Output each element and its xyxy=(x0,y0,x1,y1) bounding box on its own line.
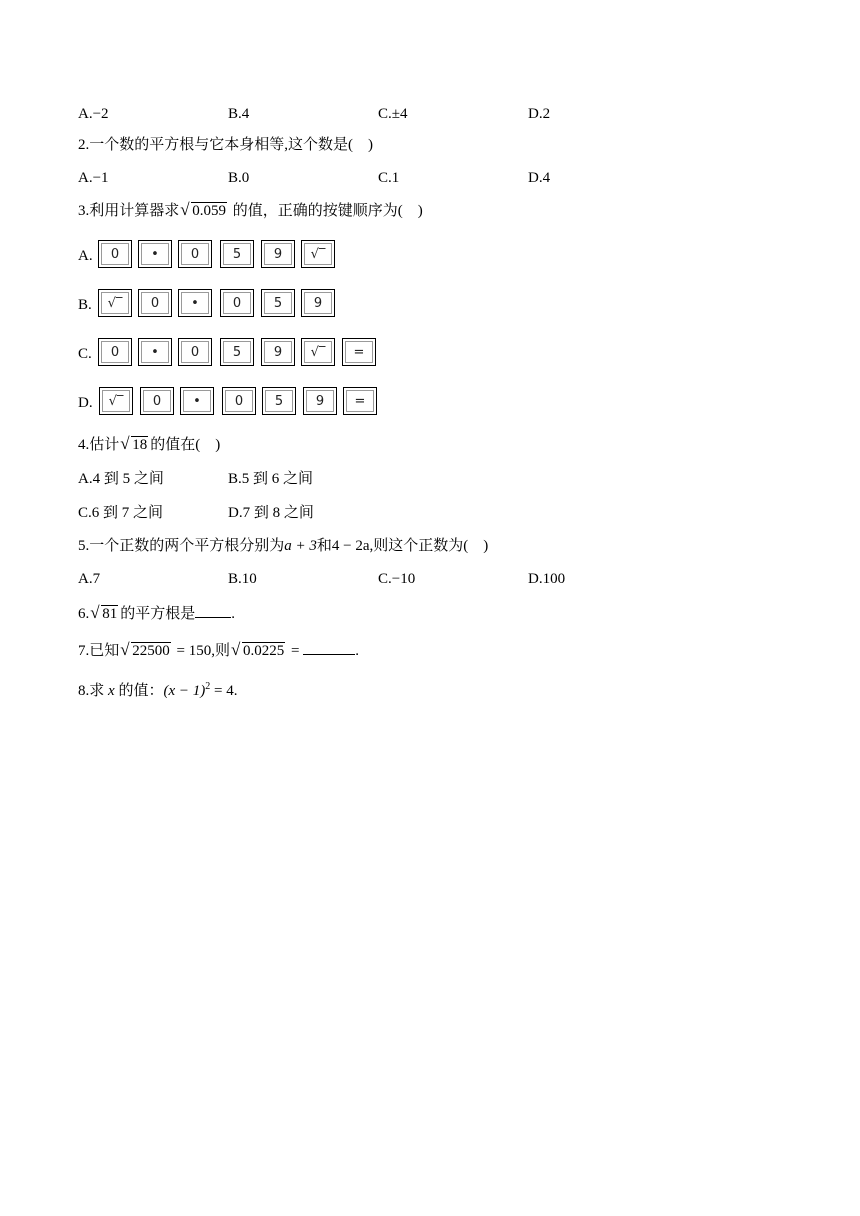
q7-eq2: = xyxy=(291,643,300,659)
q7-radicand2: 0.0225 xyxy=(243,643,285,659)
key-label: • xyxy=(141,243,169,265)
q3-row-label: D. xyxy=(78,395,93,411)
key-button xyxy=(301,338,335,366)
q4-option-a[interactable]: A.4 到 5 之间 xyxy=(78,471,164,487)
q5-stem-post: ,则这个正数为( ) xyxy=(369,538,489,554)
q8-eq: = 4. xyxy=(213,683,238,699)
key-label: • xyxy=(181,292,209,314)
sqrt-symbol xyxy=(121,434,148,456)
q6-stem-post: 的平方根是 xyxy=(120,606,196,622)
key-label: 5 xyxy=(223,243,251,265)
q1-option-b[interactable]: B.4 xyxy=(228,106,250,122)
key-label: 0 xyxy=(143,390,171,412)
key-button xyxy=(342,338,376,366)
key-label: 5 xyxy=(265,390,293,412)
q3-stem xyxy=(78,200,423,222)
key-label: √‾ xyxy=(304,243,332,265)
key-label: 9 xyxy=(264,341,292,363)
q3-radicand: 0.059 xyxy=(192,203,227,219)
key-label: √‾ xyxy=(102,390,130,412)
key-button xyxy=(220,338,254,366)
key-button xyxy=(180,387,214,415)
key-label: • xyxy=(141,341,169,363)
q5-option-b[interactable]: B.10 xyxy=(228,571,257,587)
key-label: 0 xyxy=(181,341,209,363)
q6-end: . xyxy=(231,606,236,622)
q1-option-c[interactable]: C.±4 xyxy=(378,106,408,122)
q7-end: . xyxy=(355,643,359,659)
q6-radicand: 81 xyxy=(102,606,118,622)
key-button xyxy=(262,387,296,415)
key-button xyxy=(138,240,172,268)
key-button xyxy=(220,289,254,317)
key-button xyxy=(261,338,295,366)
sqrt-symbol xyxy=(181,200,227,222)
answer-blank[interactable] xyxy=(303,640,355,655)
key-button xyxy=(140,387,174,415)
q5-expr1: a + 3 xyxy=(284,538,317,554)
key-button xyxy=(301,289,335,317)
q1-option-d[interactable]: D.2 xyxy=(528,106,551,122)
key-button xyxy=(220,240,254,268)
q7-eq1: = 150 xyxy=(176,643,212,659)
key-button xyxy=(303,387,337,415)
key-button xyxy=(98,240,132,268)
key-label: 0 xyxy=(141,292,169,314)
q7-mid: ,则 xyxy=(211,643,230,659)
key-button xyxy=(99,387,133,415)
answer-blank[interactable] xyxy=(195,603,231,618)
sqrt-symbol xyxy=(91,603,118,625)
q5-option-d[interactable]: D.100 xyxy=(528,571,566,587)
q2-option-b[interactable]: B.0 xyxy=(228,170,250,186)
key-label: √‾ xyxy=(101,292,129,314)
q3-row-label: B. xyxy=(78,297,92,313)
sqrt-symbol xyxy=(232,640,285,662)
q7-stem xyxy=(78,640,359,662)
key-button xyxy=(178,289,212,317)
key-button xyxy=(138,338,172,366)
q3-row-label: C. xyxy=(78,346,92,362)
key-button xyxy=(98,338,132,366)
q5-stem xyxy=(78,535,488,557)
key-button xyxy=(138,289,172,317)
q2-option-d[interactable]: D.4 xyxy=(528,170,551,186)
key-label: 0 xyxy=(101,243,129,265)
q5-mid: 和 xyxy=(316,538,332,554)
key-button xyxy=(178,338,212,366)
key-label: 5 xyxy=(223,341,251,363)
q2-stem: 2.一个数的平方根与它本身相等,这个数是( ) xyxy=(78,137,373,153)
q4-stem-post: 的值在( ) xyxy=(150,437,221,453)
q4-stem xyxy=(78,434,220,456)
key-button xyxy=(261,289,295,317)
q2-option-c[interactable]: C.1 xyxy=(378,170,400,186)
key-label: 5 xyxy=(264,292,292,314)
q1-option-a[interactable]: A.−2 xyxy=(78,106,109,122)
q4-radicand: 18 xyxy=(132,437,148,453)
q8-expr: (x − 1) xyxy=(163,683,206,699)
key-label: 0 xyxy=(101,341,129,363)
q3-row-label: A. xyxy=(78,248,93,264)
q7-radicand1: 22500 xyxy=(132,643,170,659)
key-button xyxy=(98,289,132,317)
q4-option-b[interactable]: B.5 到 6 之间 xyxy=(228,471,314,487)
q2-option-a[interactable]: A.−1 xyxy=(78,170,109,186)
q4-stem-pre: 4.估计 xyxy=(78,437,120,453)
q6-stem xyxy=(78,603,235,625)
key-button xyxy=(178,240,212,268)
key-label: 9 xyxy=(304,292,332,314)
q8-stem xyxy=(78,676,237,698)
q7-stem-pre: 7.已知 xyxy=(78,643,120,659)
q3-stem-post: 的值，正确的按键顺序为( ) xyxy=(232,203,423,219)
key-label: 0 xyxy=(225,390,253,412)
key-label: 0 xyxy=(181,243,209,265)
q6-stem-pre: 6. xyxy=(78,606,90,622)
q5-stem-pre: 5.一个正数的两个平方根分别为 xyxy=(78,538,285,554)
key-button xyxy=(261,240,295,268)
q5-option-c[interactable]: C.−10 xyxy=(378,571,416,587)
key-label: √‾ xyxy=(304,341,332,363)
q8-var: x xyxy=(108,683,115,699)
key-button xyxy=(343,387,377,415)
key-button xyxy=(301,240,335,268)
key-label: = xyxy=(345,341,373,363)
key-button xyxy=(222,387,256,415)
key-label: 0 xyxy=(223,292,251,314)
q4-option-d[interactable]: D.7 到 8 之间 xyxy=(228,505,314,521)
sqrt-symbol xyxy=(121,640,171,662)
q8-stem-mid: 的值： xyxy=(118,683,164,699)
q5-option-a[interactable]: A.7 xyxy=(78,571,101,587)
key-label: = xyxy=(346,390,374,412)
key-label: 9 xyxy=(264,243,292,265)
q8-exponent: 2 xyxy=(205,681,211,692)
key-label: • xyxy=(183,390,211,412)
q8-stem-pre: 8.求 xyxy=(78,683,105,699)
q5-expr2: 4 − 2a xyxy=(331,538,370,554)
key-label: 9 xyxy=(306,390,334,412)
q3-stem-pre: 3.利用计算器求 xyxy=(78,203,180,219)
q4-option-c[interactable]: C.6 到 7 之间 xyxy=(78,505,164,521)
